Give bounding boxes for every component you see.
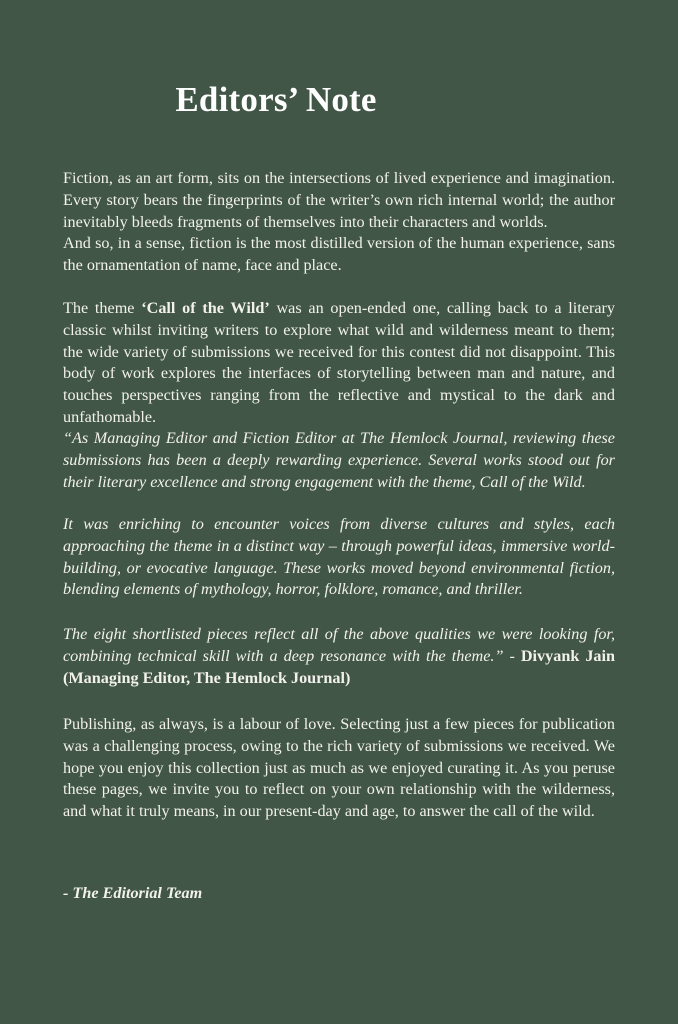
theme-prefix: The theme: [63, 299, 142, 317]
attribution-separator: -: [503, 646, 521, 665]
quote-attribution: Divyank Jain (Managing Editor, The Hemlock Journal): [63, 646, 616, 687]
intro-paragraph: [63, 168, 615, 277]
theme-paragraph: [63, 298, 615, 429]
page-title: Editors’ Note: [175, 80, 377, 119]
quote-closing-text: The eight shortlisted pieces reflect all of the above qualities we were looking for, combining technical skill with a deep resonance with the theme.”: [63, 625, 615, 665]
theme-name: ‘Call of the Wild’: [141, 299, 270, 317]
closing-paragraph: Publishing, as always, is a labour of love. Selecting just a few pieces for publication was a challenging process, owing to the rich variety of submissions we received. We hope you enjoy this collection just as much as we enjoyed curating it. As you peruse these pages, we invite you to reflect on your own relationship with the wilderness, and what it truly means, in our present-day and age, to answer the call of the wild.: [63, 715, 615, 821]
signature: - The Editorial Team: [63, 884, 203, 902]
intro-sentence-1: Fiction, as an art form, sits on the intersections of lived experience and imagination. Every story bears the fingerprints of the writer’s own rich internal world; the author inevitably bleeds fragments of themselves into their characters and worlds.: [63, 169, 615, 231]
intro-sentence-2: And so, in a sense, fiction is the most distilled version of the human experience, sans the ornamentation of name, face and place.: [63, 234, 615, 275]
quote-paragraph-2: It was enriching to encounter voices from diverse cultures and styles, each approaching the theme in a distinct way – through powerful ideas, immersive world-building, or evocative language. These works moved beyond environmental fiction, blending elements of mythology, horror, folklore, romance, and thriller.: [63, 515, 615, 599]
quote-paragraph-3: [63, 624, 615, 689]
quote-paragraph-1: “As Managing Editor and Fiction Editor at The Hemlock Journal, reviewing these submissions has been a deeply rewarding experience. Several works stood out for their literary excellence and strong engagement with the theme, Call of the Wild.: [63, 429, 615, 491]
theme-suffix: was an open-ended one, calling back to a literary classic whilst inviting writers to explore what wild and wilderness meant to them; the wide variety of submissions we received for this contest did not disappoint. This body of work explores the interfaces of storytelling between man and nature, and touches perspectives ranging from the reflective and mystical to the dark and unfathomable.: [63, 299, 615, 426]
